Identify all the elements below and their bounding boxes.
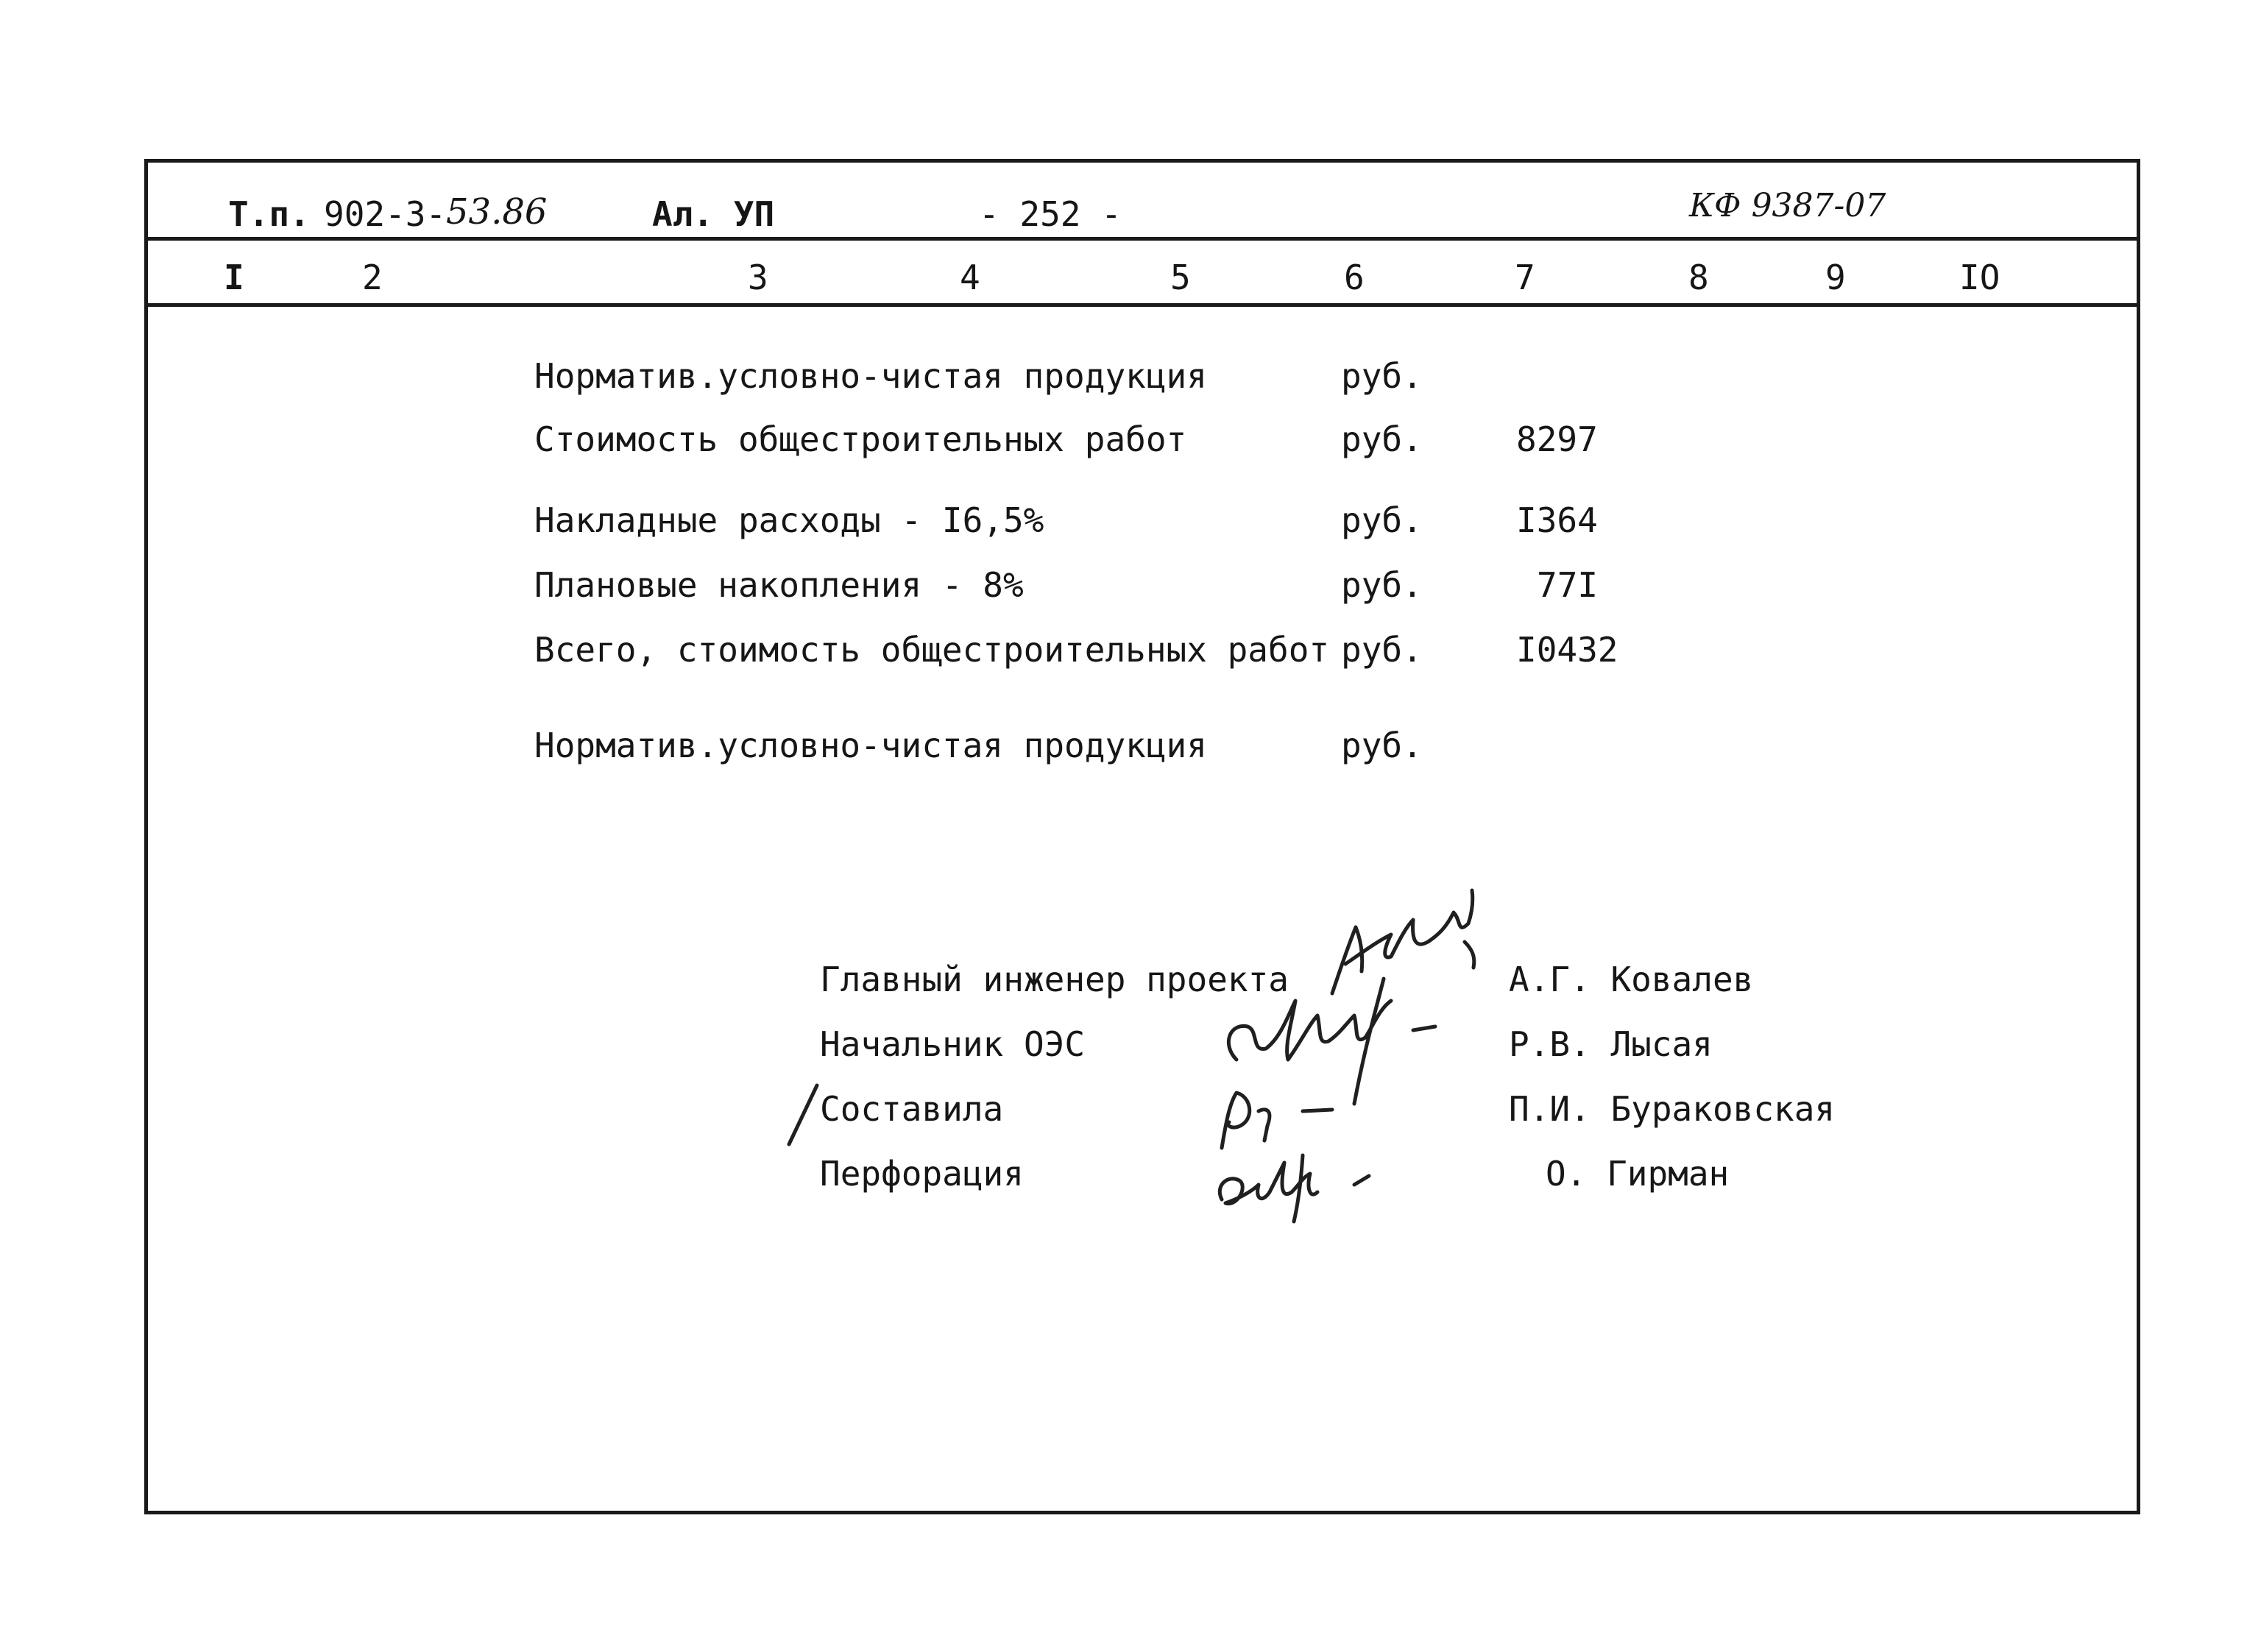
signature-position: Главный инженер проекта xyxy=(820,960,1289,999)
tp-label: Т.п. xyxy=(228,194,310,234)
row-value: 77I xyxy=(1537,565,1599,605)
column-number: IO xyxy=(1959,258,2000,297)
album-label: Ал. УП xyxy=(652,194,775,234)
column-number: 9 xyxy=(1825,258,1846,297)
signature-position: Составила xyxy=(820,1089,1004,1129)
project-number-printed: 902-3- xyxy=(324,194,447,234)
signature-position: Перфорация xyxy=(820,1154,1024,1194)
column-number: 5 xyxy=(1170,258,1191,297)
column-number: 8 xyxy=(1688,258,1709,297)
row-unit: руб. xyxy=(1341,630,1423,670)
column-number: 7 xyxy=(1515,258,1535,297)
column-number: I xyxy=(224,258,244,297)
signature-position: Начальник ОЭС xyxy=(820,1024,1086,1064)
project-number-handwritten: 53.86 xyxy=(446,191,548,233)
row-unit: руб. xyxy=(1341,565,1423,605)
row-label: Всего, стоимость общестроительных работ xyxy=(534,630,1330,670)
row-label: Норматив.условно-чистая продукция xyxy=(534,356,1207,396)
page-number: - 252 - xyxy=(979,194,1122,234)
signature-name: А.Г. Ковалев xyxy=(1509,960,1754,999)
row-unit: руб. xyxy=(1341,356,1423,396)
signature-name: О. Гирман xyxy=(1546,1154,1730,1194)
row-unit: руб. xyxy=(1341,726,1423,765)
column-number: 6 xyxy=(1344,258,1365,297)
row-value: I364 xyxy=(1516,500,1598,540)
row-label: Накладные расходы - I6,5% xyxy=(534,500,1044,540)
row-value: 8297 xyxy=(1516,419,1598,459)
header-divider-bottom xyxy=(144,303,2140,307)
signature-name: П.И. Бураковская xyxy=(1509,1089,1836,1129)
column-number: 3 xyxy=(748,258,768,297)
row-label: Стоимость общестроительных работ xyxy=(534,419,1187,459)
row-unit: руб. xyxy=(1341,500,1423,540)
row-label: Плановые накопления - 8% xyxy=(534,565,1024,605)
column-number: 4 xyxy=(960,258,980,297)
column-number: 2 xyxy=(362,258,383,297)
row-unit: руб. xyxy=(1341,419,1423,459)
signature-name: Р.В. Лысая xyxy=(1509,1024,1713,1064)
perforation-signature xyxy=(1207,1141,1384,1229)
header-divider-top xyxy=(144,237,2140,241)
row-label: Норматив.условно-чистая продукция xyxy=(534,726,1207,765)
slash-mark xyxy=(780,1078,824,1152)
archive-code: КФ 9387-07 xyxy=(1689,187,1886,224)
row-value: I0432 xyxy=(1516,630,1618,670)
